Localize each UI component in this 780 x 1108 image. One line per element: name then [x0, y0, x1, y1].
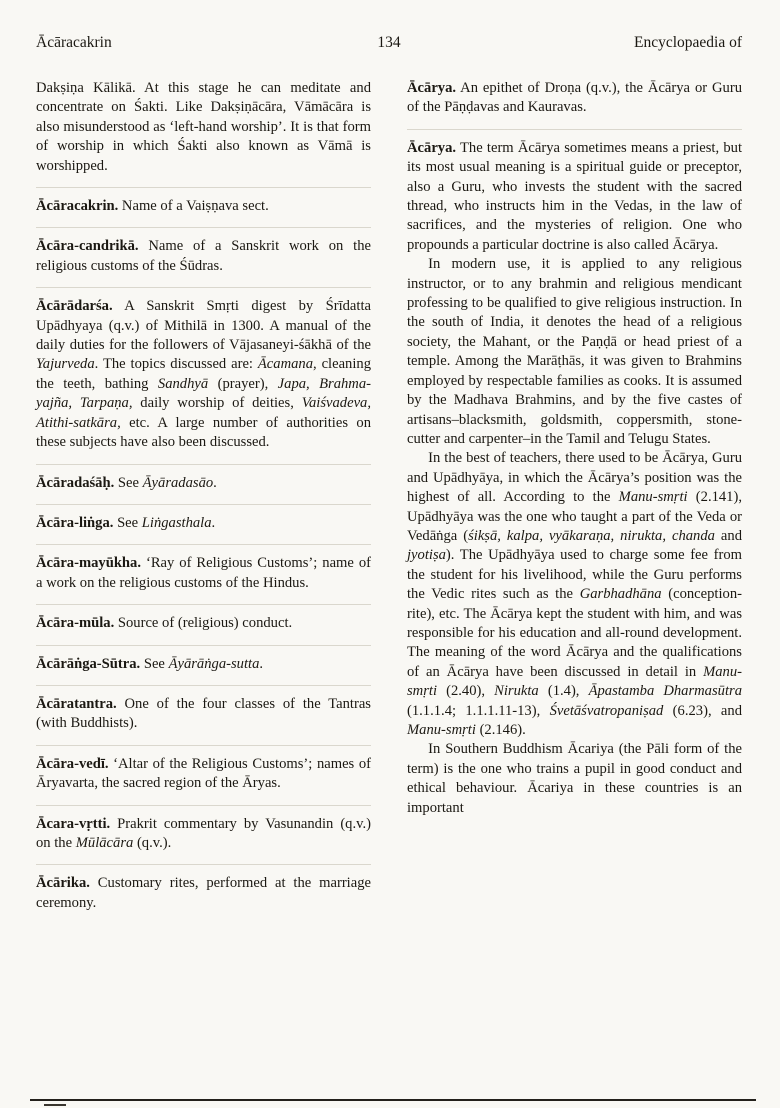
body-text: , cleaning the teeth, bathing [36, 356, 371, 392]
right-column [407, 79, 742, 913]
italic-term: Ācamana [257, 356, 314, 373]
body-text: . [259, 655, 264, 672]
body-text: daily worship of deities, [132, 395, 302, 412]
italic-term: Vaiśvadeva, Atithi-satkāra, [36, 395, 371, 431]
entry-headword: Ācārya. [407, 80, 457, 96]
entry-headword: Ācāratantra. [36, 695, 117, 712]
body-text: See [114, 474, 143, 491]
entry-paragraph [36, 504, 371, 533]
entry-headword: Ācara-vṛtti. [36, 815, 111, 832]
entry-headword: Ācāra-mūla. [36, 615, 115, 632]
body-text: A Sanskrit Smṛti digest by Śrīdatta Upādhyaya (q.v.) of Mithilā in 1300. A manual of the daily duties for the followers of Vājasaneyi-śākhā of the [36, 298, 371, 354]
body-text: Dakṣiṇa Kālikā. At this stage he can meditate and concentrate on Śakti. Like Dakṣiṇācāra, Vāmācāra is also misunderstood as ‘left-hand worship’. It is that form of worship in which Śakti also known as Vāmā is worshipped. [36, 80, 371, 174]
body-text: . The topics discussed are: [94, 356, 258, 373]
italic-term: Garbhadhāna [579, 586, 662, 603]
entry-paragraph [36, 287, 371, 452]
italic-term: Āyārāṅga-sutta [168, 655, 260, 672]
body-text: (prayer), [208, 375, 278, 392]
body-text: Name of a Vaiṣṇava sect. [118, 198, 269, 215]
body-text: . [211, 514, 216, 531]
two-column-body [36, 79, 742, 913]
body-text: Customary rites, performed at the marriage ceremony. [36, 875, 371, 911]
entry-paragraph [36, 685, 371, 734]
entry-paragraph [407, 449, 742, 740]
italic-term: Mūlācāra [75, 834, 134, 851]
body-text: See [113, 514, 142, 531]
entry-headword: Ācārika. [36, 875, 90, 892]
entry-headword: Ācāradaśāḥ. [36, 474, 115, 491]
body-text: etc. A large number of authorities on these subjects have also been discussed. [36, 414, 371, 451]
entry-paragraph [36, 79, 371, 176]
italic-term: jyotiṣa [407, 547, 446, 564]
entry-paragraph [36, 544, 371, 593]
italic-term: Liṅgasthala [141, 514, 212, 531]
body-text: (2.40), [437, 683, 495, 700]
body-text: (1.4), [538, 683, 589, 700]
italic-term: Manu-smṛti [618, 489, 688, 506]
entry-paragraph [36, 805, 371, 854]
entry-paragraph [36, 187, 371, 216]
running-head-entry-word: Ācāracakrin [36, 34, 112, 51]
body-text: ). The Upādhyāya used to charge some fee from the student for his livelihood, while the Guru performs the Vedic rites such as the [407, 547, 742, 603]
entry-paragraph [407, 740, 742, 818]
running-head [36, 34, 742, 52]
body-text: ‘Altar of the Religious Customs’; names of Āryavarta, the sacred region of the Āryas. [36, 755, 371, 792]
entry-headword: Ācārya. [407, 139, 457, 156]
entry-paragraph [36, 464, 371, 493]
entry-paragraph [407, 255, 742, 449]
italic-term: Japa, Brahma-yajña, Tarpaṇa, [36, 375, 371, 412]
entry-paragraph [36, 604, 371, 633]
running-head-book-title: Encyclopaedia of [633, 34, 742, 51]
body-text: One of the four classes of the Tantras (with Buddhists). [36, 695, 371, 732]
body-text: (conception-rite), etc. The Ācārya kept the student with him, and was responsible for his education and all-round development. The meaning of the word Ācārya and the qualifications of an Ācārya have been discussed in detail in [407, 586, 742, 680]
page-number: 134 [377, 34, 401, 51]
entry-headword: Ācārādarśa. [36, 298, 113, 315]
entry-paragraph [36, 864, 371, 913]
entry-headword: Ācāra-mayūkha. [36, 555, 141, 572]
entry-paragraph [36, 745, 371, 794]
body-text: (6.23), and [663, 702, 742, 719]
italic-term: Āyāradasāo [142, 474, 214, 491]
body-text: In the best of teachers, there used to be Ācārya, Guru and Upādhyāya, in which the Ācārya’s position was the highest of all. According to the [407, 450, 742, 506]
entry-headword: Ācāra-candrikā. [36, 238, 139, 255]
body-text: (1.1.1.4; 1.1.1.11-13), [407, 702, 550, 719]
italic-term: Yajurveda [36, 356, 95, 373]
entry-paragraph [407, 129, 742, 255]
italic-term: śikṣā, kalpa, vyākaraṇa, nirukta, chanda [468, 527, 715, 544]
body-text: ‘Ray of Religious Customs’; name of a work on the religious customs of the Hindus. [36, 555, 371, 591]
italic-term: Śvetāśvatropaniṣad [549, 702, 664, 719]
italic-term: Nirukta [494, 683, 539, 700]
body-text: . [213, 474, 217, 491]
entry-headword: Ācāracakrin. [36, 198, 119, 215]
body-text: In modern use, it is applied to any religious instructor, or to any brahmin and religious mendicant professing to be qualified to give religious instruction. In the south of India, it denotes the head of a religious society, the Mahant, or the Paṇḍā or head priest of a temple. Among the Marāṭhās, it was given to Brahmins employed by respectable families as cooks. It is assumed by the Madhava Brahmins, and by the five castes of artisans–blacksmith, goldsmith, coppersmith, stone-cutter and carpenter–in the Tamil and Telugu States. [407, 256, 742, 447]
body-text: and [714, 527, 742, 544]
entry-paragraph [407, 79, 742, 118]
entry-headword: Ācāra-vedī. [36, 755, 109, 772]
body-text: Source of (religious) conduct. [114, 615, 293, 632]
body-text: An epithet of Droṇa (q.v.), the Ācārya or Guru of the Pāṇḍavas and Kauravas. [407, 80, 742, 116]
body-text: (2.146). [475, 722, 526, 738]
entry-headword: Ācāra-liṅga. [36, 514, 114, 531]
italic-term: Sandhyā [157, 375, 209, 392]
body-text: (2.141), Upādhyāya was the one who taught a part of the Veda or Vedāṅga ( [407, 489, 742, 544]
entry-paragraph [36, 645, 371, 674]
body-text: The term Ācārya sometimes means a priest, but its most usual meaning is a spiritual guide or preceptor, also a Guru, who invests the student with the sacred thread, who instructs him in the Vedas, in the law of sacrifices, and the mysteries of religion. One who propounds a particular doctrine is also called Ācārya. [407, 139, 742, 253]
entry-paragraph [36, 227, 371, 276]
scan-edge-line [30, 1099, 756, 1101]
body-text: Prakrit commentary by Vasunandin (q.v.) on the [36, 815, 371, 851]
scan-artifact-mark [44, 1104, 66, 1106]
body-text: Name of a Sanskrit work on the religious customs of the Śūdras. [36, 238, 371, 274]
entry-headword: Ācārāṅga-Sūtra. [36, 655, 141, 672]
left-column [36, 79, 371, 913]
body-text: (q.v.). [133, 834, 172, 851]
italic-term: Āpastamba Dharmasūtra [588, 683, 742, 700]
body-text: In Southern Buddhism Ācariya (the Pāli form of the term) is the one who trains a pupil in good conduct and ethical behaviour. Ācariya in these countries is an important [407, 741, 742, 816]
body-text: See [140, 655, 169, 672]
italic-term: Manu-smṛti [407, 722, 476, 738]
italic-term: Manu-smṛti [407, 663, 742, 700]
